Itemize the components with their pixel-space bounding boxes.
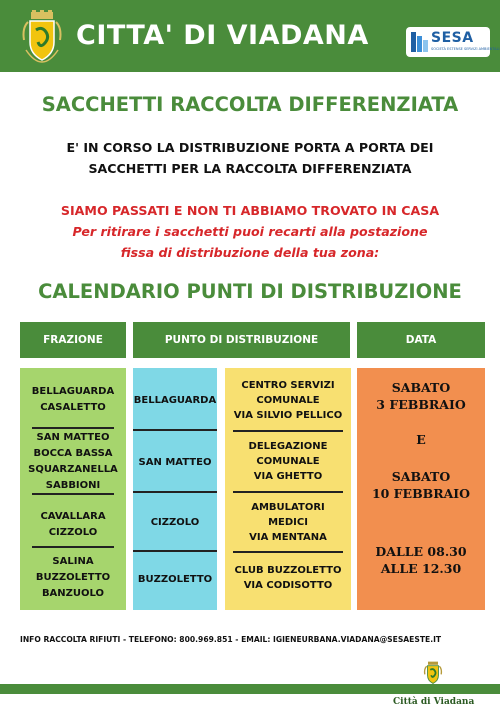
sesa-logo-text: SESA bbox=[431, 30, 474, 46]
punto-cell-1 bbox=[133, 374, 217, 426]
punto-name: CIZZOLO bbox=[150, 516, 200, 528]
header-bar bbox=[0, 0, 500, 72]
date-2-date: 10 FEBBRAIO bbox=[371, 486, 471, 501]
date-2-day: SABATO bbox=[391, 469, 451, 484]
punto-cell-3 bbox=[133, 493, 217, 551]
frazione-name: BELLAGUARDA bbox=[31, 386, 115, 397]
luogo-line: AMBULATORI bbox=[251, 501, 325, 513]
calendar-title: CALENDARIO PUNTI DI DISTRIBUZIONE bbox=[38, 280, 462, 303]
date-and: E bbox=[416, 432, 426, 447]
punto-name: BELLAGUARDA bbox=[133, 394, 217, 406]
date-1-date: 3 FEBBRAIO bbox=[376, 397, 466, 412]
luogo-cell-2 bbox=[225, 434, 351, 488]
comune-crest-icon bbox=[20, 10, 64, 64]
frazione-cell-1 bbox=[20, 376, 126, 424]
luogo-cell-3 bbox=[225, 494, 351, 550]
punto-cell-4 bbox=[133, 552, 217, 606]
luogo-line: MEDICI bbox=[268, 516, 308, 528]
luogo-cell-4 bbox=[225, 554, 351, 602]
row-divider bbox=[32, 546, 114, 548]
notice-text bbox=[0, 200, 500, 263]
frazione-name: BANZUOLO bbox=[41, 588, 105, 599]
luogo-line: CLUB BUZZOLETTO bbox=[234, 565, 342, 576]
hours-from: DALLE 08.30 bbox=[375, 544, 467, 559]
data-column bbox=[357, 368, 485, 610]
intro-line-1: E' IN CORSO LA DISTRIBUZIONE PORTA A PORTA DEI bbox=[66, 140, 434, 155]
frazione-cell-4 bbox=[20, 550, 126, 606]
info-contacts: INFO RACCOLTA RIFIUTI - TELEFONO: 800.969.851 - EMAIL: IGIENEURBANA.VIADANA@SESAESTE.IT bbox=[20, 635, 442, 644]
luogo-column bbox=[225, 368, 351, 610]
luogo-cell-1 bbox=[225, 374, 351, 426]
row-divider bbox=[233, 491, 343, 493]
frazione-name: CAVALLARA bbox=[40, 511, 106, 522]
header-punto: PUNTO DI DISTRIBUZIONE bbox=[133, 322, 350, 358]
sesa-logo bbox=[406, 27, 500, 57]
punto-column bbox=[133, 368, 217, 610]
footer-city-name: Città di Viadana bbox=[393, 697, 475, 707]
frazione-name: SABBIONI bbox=[45, 480, 101, 491]
row-divider bbox=[233, 430, 343, 432]
luogo-line: VIA GHETTO bbox=[253, 470, 323, 482]
luogo-line: VIA MENTANA bbox=[249, 531, 327, 543]
frazione-name: BUZZOLETTO bbox=[35, 572, 111, 583]
luogo-line: VIA SILVIO PELLICO bbox=[233, 409, 343, 421]
city-title: CITTA' DI VIADANA bbox=[76, 20, 369, 51]
notice-line-1: SIAMO PASSATI E NON TI ABBIAMO TROVATO IN CASA bbox=[60, 203, 440, 218]
row-divider bbox=[233, 551, 343, 553]
punto-name: BUZZOLETTO bbox=[137, 573, 213, 585]
punto-cell-2 bbox=[133, 431, 217, 493]
luogo-line: DELEGAZIONE bbox=[248, 440, 328, 452]
comune-crest-icon bbox=[423, 660, 443, 686]
sesa-logo-subtitle: SOCIETÀ ESTENSE SERVIZI AMBIENTALI bbox=[431, 47, 500, 51]
frazione-name: BOCCA BASSA bbox=[33, 448, 113, 459]
notice-line-3: fissa di distribuzione della tua zona: bbox=[120, 245, 380, 260]
punto-name: SAN MATTEO bbox=[138, 456, 212, 468]
header-frazione: FRAZIONE bbox=[20, 322, 126, 358]
frazione-name: SAN MATTEO bbox=[36, 432, 110, 443]
luogo-line: COMUNALE bbox=[256, 455, 320, 467]
frazione-name: CIZZOLO bbox=[48, 527, 98, 538]
frazione-name: CASALETTO bbox=[40, 402, 106, 413]
frazione-column bbox=[20, 368, 126, 610]
sesa-mark-icon bbox=[411, 32, 429, 52]
main-title: SACCHETTI RACCOLTA DIFFERENZIATA bbox=[41, 93, 459, 116]
hours-to: ALLE 12.30 bbox=[380, 561, 462, 576]
frazione-name: SQUARZANELLA bbox=[28, 464, 118, 475]
intro-line-2: SACCHETTI PER LA RACCOLTA DIFFERENZIATA bbox=[88, 161, 412, 176]
luogo-line: CENTRO SERVIZI bbox=[241, 379, 335, 391]
notice-line-2: Per ritirare i sacchetti puoi recarti alla postazione bbox=[72, 224, 428, 239]
row-divider bbox=[32, 493, 114, 495]
luogo-line: VIA CODISOTTO bbox=[243, 580, 333, 591]
frazione-cell-3 bbox=[20, 498, 126, 552]
frazione-cell-2 bbox=[20, 429, 126, 495]
header-data: DATA bbox=[357, 322, 485, 358]
luogo-line: COMUNALE bbox=[256, 394, 320, 406]
date-1-day: SABATO bbox=[391, 380, 451, 395]
intro-text bbox=[0, 137, 500, 179]
frazione-name: SALINA bbox=[52, 556, 94, 567]
